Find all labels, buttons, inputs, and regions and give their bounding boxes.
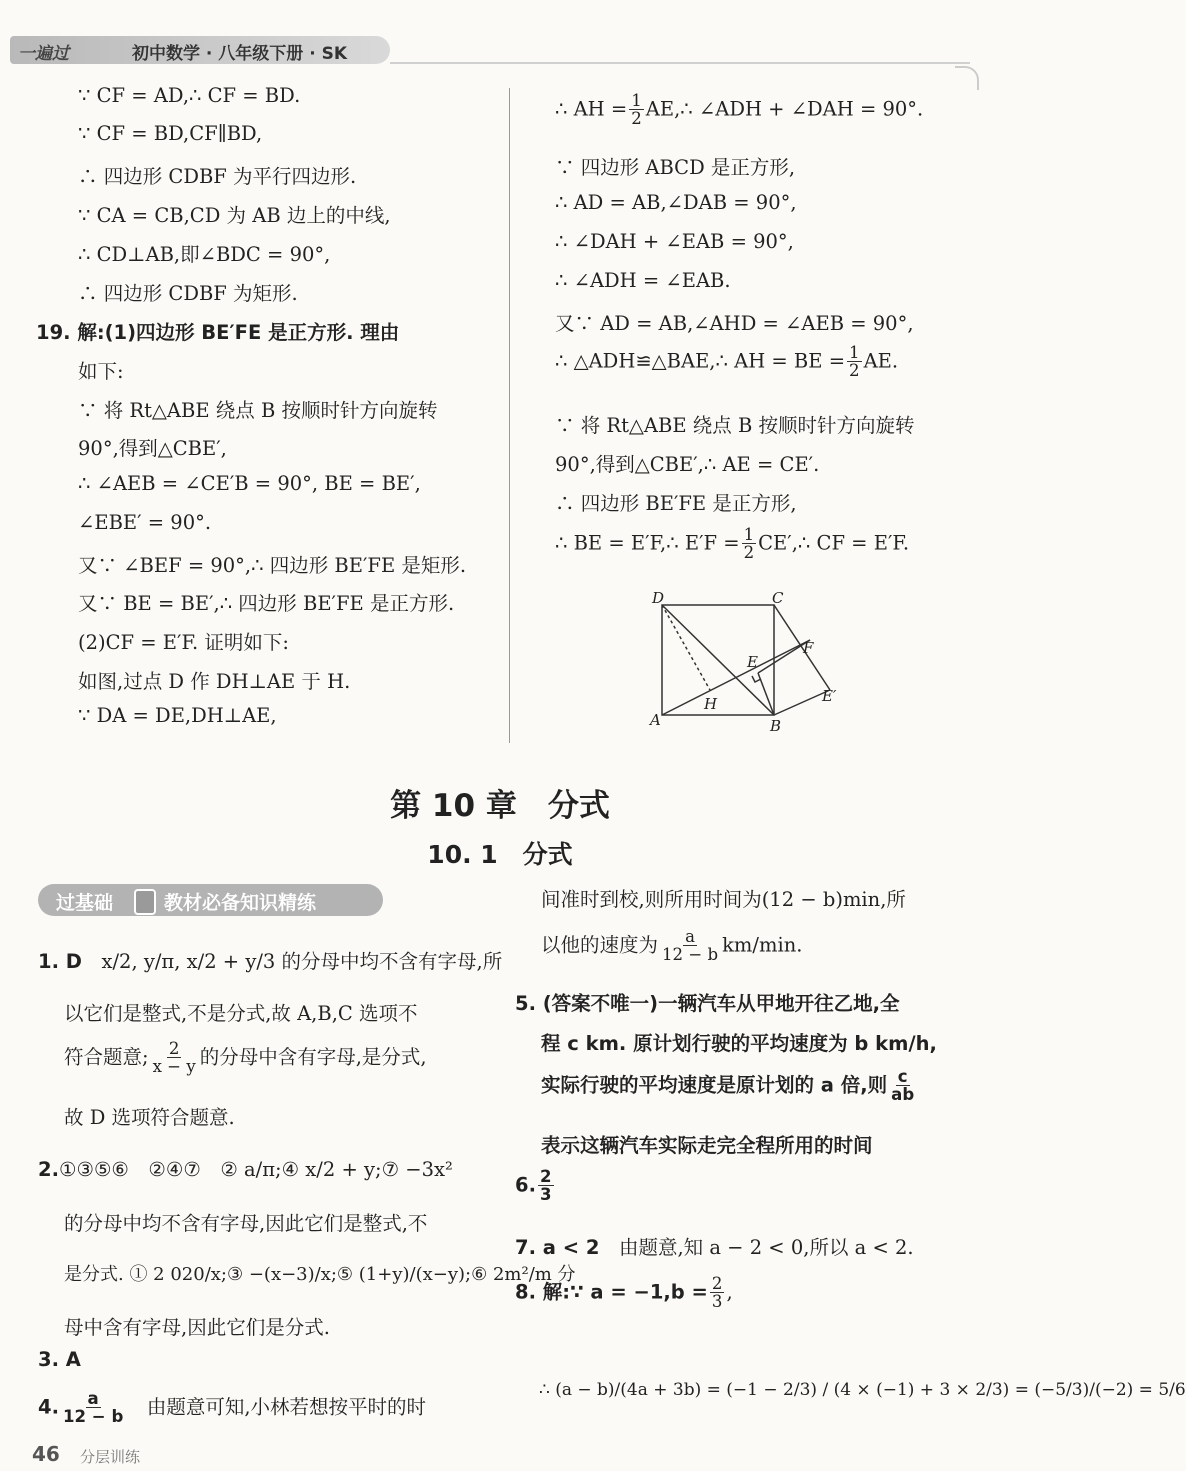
- text-line: 又∵ AD = AB,∠AHD = ∠AEB = 90°,: [555, 312, 914, 335]
- section-pill: [38, 884, 383, 916]
- text-line: ∵ 将 Rt△ABE 绕点 B 按顺时针方向旋转: [78, 399, 438, 422]
- clipboard-icon: [134, 889, 156, 915]
- section-title: 10. 1 分式: [427, 840, 573, 869]
- label-d: D: [652, 589, 665, 607]
- text-line: (2)CF = E′F. 证明如下:: [78, 631, 289, 654]
- text-line: ∵ CA = CB,CD 为 AB 边上的中线,: [78, 204, 391, 227]
- text-line: ∴ 四边形 CDBF 为平行四边形.: [78, 165, 357, 188]
- question-8: 8. 解:∵ a = −1,b = $\frac{2}{3}$ ,: [515, 1274, 733, 1312]
- segment-dh: [662, 605, 710, 690]
- segment-ce: [774, 605, 830, 690]
- label-e: E: [747, 653, 758, 671]
- text-line: ∴ 四边形 CDBF 为矩形.: [78, 282, 298, 305]
- footer-label: 分层训练: [80, 1448, 141, 1466]
- text-line: ∵ CF = AD,∴ CF = BD.: [78, 84, 301, 107]
- text-line: 间准时到校,则所用时间为(12 − b)min,所: [541, 888, 906, 911]
- question-3: 3. A: [38, 1348, 81, 1371]
- text-line: ∵ DA = DE,DH⊥AE,: [78, 704, 277, 727]
- text-line: 又∵ ∠BEF = 90°,∴ 四边形 BE′FE 是矩形.: [78, 554, 467, 577]
- question-6: 6. $\frac{2}{3}$: [515, 1167, 552, 1205]
- text-line: ∴ (a − b)/(4a + 3b) = (−1 − 2/3) / (4 × (−1) + 3 × 2/3) = (−5/3)/(−2) = 5/6: [539, 1380, 1186, 1400]
- text-line: 以他的速度为 $\frac{a}{12 - b}$ km/min.: [541, 927, 803, 965]
- label-c: C: [772, 589, 784, 607]
- text-line: ∵ 将 Rt△ABE 绕点 B 按顺时针方向旋转: [555, 414, 915, 437]
- label-b: B: [770, 717, 782, 735]
- text-line: 故 D 选项符合题意.: [64, 1106, 235, 1129]
- right-column-top: [555, 92, 975, 572]
- question-7: 7. a < 2 由题意,知 a − 2 < 0,所以 a < 2.: [515, 1236, 914, 1259]
- label-a: A: [650, 711, 661, 729]
- question-4: 4. $\frac{a}{12 - b}$ 由题意可知,小林若想按平时的时: [38, 1389, 427, 1427]
- text-line: ∴ AD = AB,∠DAB = 90°,: [555, 191, 797, 214]
- right-column-bottom: [515, 880, 1186, 1440]
- text-line: ∴ ∠AEB = ∠CE′B = 90°, BE = BE′,: [78, 472, 421, 495]
- text-line: 是分式. ① 2 020/x;③ −(x−3)/x;⑤ (1+y)/(x−y);⑥ 2m²/m 分: [64, 1264, 576, 1285]
- label-h: H: [704, 695, 718, 713]
- geometry-figure: [640, 585, 850, 735]
- text-line: ∴ 四边形 BE′FE 是正方形,: [555, 492, 797, 515]
- text-line: ∴ BE = E′F,∴ E′F = $\frac{1}{2}$ CE′,∴ CF = E′F.: [555, 525, 910, 563]
- header-rule: [390, 62, 970, 64]
- page-number: 46: [32, 1442, 60, 1466]
- text-line: 如图,过点 D 作 DH⊥AE 于 H.: [78, 670, 351, 693]
- pill-left-label: 过基础: [56, 892, 114, 914]
- page-header: [0, 30, 1000, 70]
- label-f: F: [803, 639, 814, 657]
- text-line: ∴ AH = $\frac{1}{2}$ AE,∴ ∠ADH + ∠DAH = 90°.: [555, 91, 924, 129]
- text-line: 又∵ BE = BE′,∴ 四边形 BE′FE 是正方形.: [78, 592, 455, 615]
- text-line: ∵ CF = BD,CF∥BD,: [78, 122, 263, 145]
- text-line: 的分母中均不含有字母,因此它们是整式,不: [64, 1212, 428, 1235]
- question-1: 1. D x/2, y/π, x/2 + y/3 的分母中均不含有字母,所: [38, 950, 503, 973]
- page-curl-icon: [955, 66, 979, 90]
- text-line: 实际行驶的平均速度是原计划的 a 倍,则 $\frac{c}{ab}$: [541, 1067, 915, 1105]
- text-line: 表示这辆汽车实际走完全程所用的时间: [541, 1134, 873, 1157]
- question-2: 2.①③⑤⑥ ②④⑦ ② a/π;④ x/2 + y;⑦ −3x²: [38, 1158, 453, 1181]
- text-line: 程 c km. 原计划行驶的平均速度为 b km/h,: [541, 1032, 937, 1055]
- column-divider: [509, 88, 510, 743]
- text-line: ∴ CD⊥AB,即∠BDC = 90°,: [78, 243, 331, 266]
- question-19: 19. 解:(1)四边形 BE′FE 是正方形. 理由: [36, 321, 400, 344]
- pill-right-label: 教材必备知识精练: [164, 892, 317, 914]
- text-line: ∴ ∠ADH = ∠EAB.: [555, 269, 731, 292]
- question-5: 5. (答案不唯一)一辆汽车从甲地开往乙地,全: [515, 992, 900, 1015]
- chapter-title: 第 10 章 分式: [390, 788, 610, 824]
- text-line: 90°,得到△CBE′,: [78, 437, 227, 460]
- text-line: ∴ ∠DAH + ∠EAB = 90°,: [555, 230, 794, 253]
- text-line: ∴ △ADH≌△BAE,∴ AH = BE = $\frac{1}{2}$ AE.: [555, 343, 899, 381]
- text-line: 如下:: [78, 360, 124, 383]
- text-line: 以它们是整式,不是分式,故 A,B,C 选项不: [64, 1002, 418, 1025]
- left-column-top: [36, 84, 498, 744]
- text-line: ∠EBE′ = 90°.: [78, 511, 212, 534]
- brand-logo: 一遍过: [18, 44, 69, 64]
- text-line: ∵ 四边形 ABCD 是正方形,: [555, 156, 796, 179]
- text-line: 90°,得到△CBE′,∴ AE = CE′.: [555, 453, 820, 476]
- text-line: 符合题意; $\frac{2}{x - y}$ 的分母中含有字母,是分式,: [64, 1039, 427, 1077]
- text-line: 母中含有字母,因此它们是分式.: [64, 1316, 330, 1339]
- page-footer: [0, 1442, 1000, 1471]
- book-title: 初中数学 · 八年级下册 · SK: [132, 44, 348, 64]
- label-e-prime: E′: [822, 687, 837, 705]
